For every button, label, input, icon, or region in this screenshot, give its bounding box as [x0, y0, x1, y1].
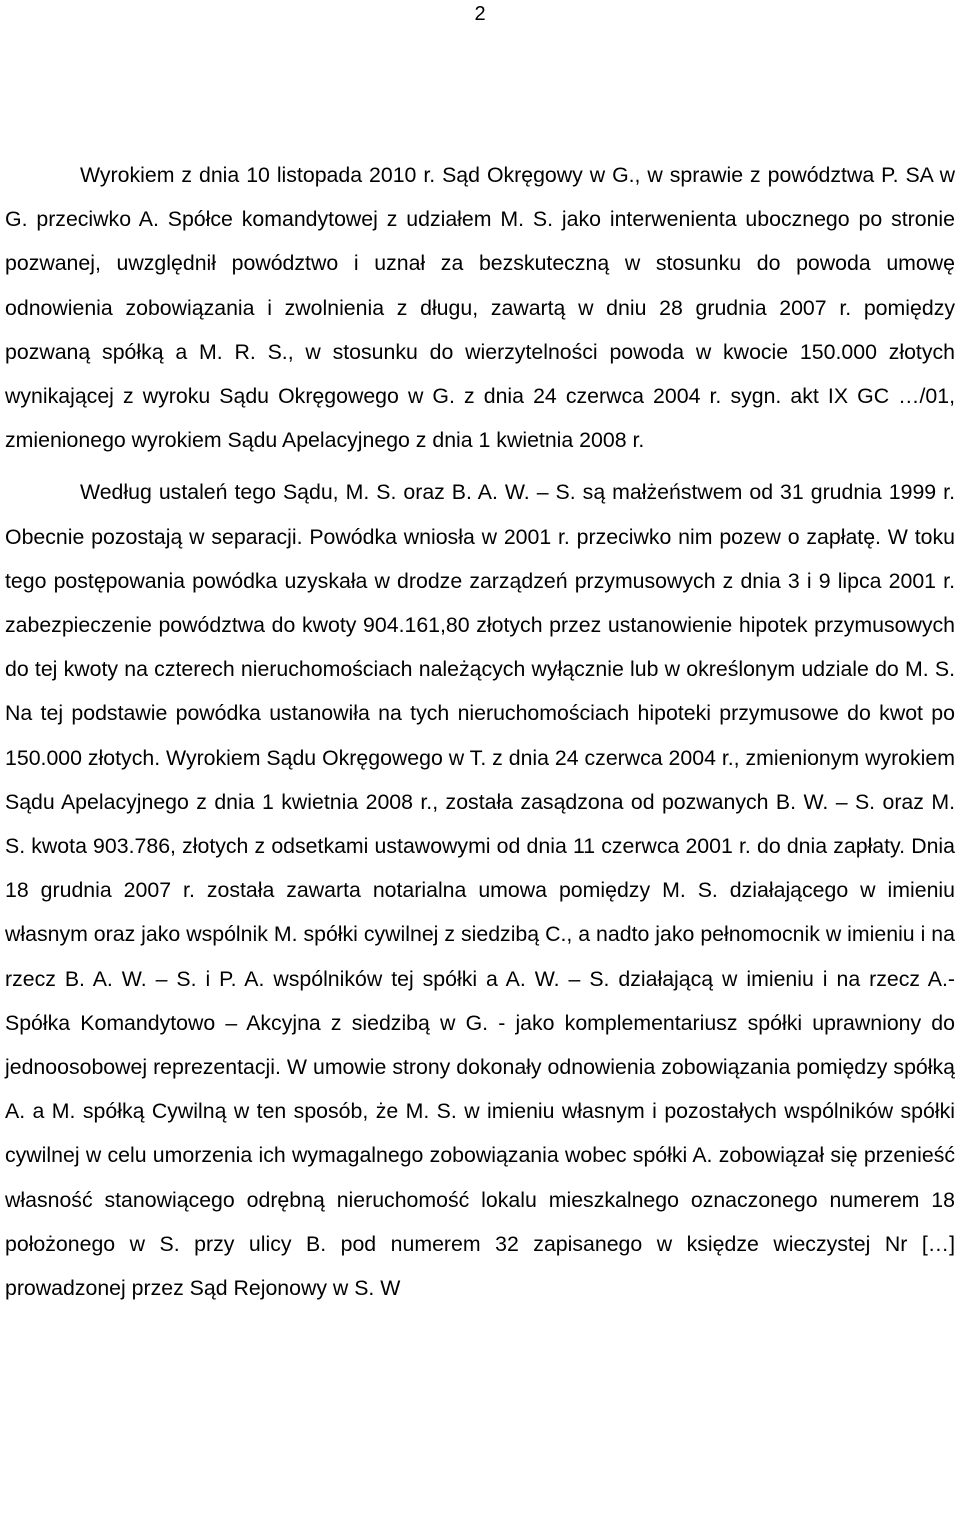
page-number: 2 — [474, 3, 486, 25]
paragraph-judgment: Wyrokiem z dnia 10 listopada 2010 r. Sąd Okręgowy w G., w sprawie z powództwa P. SA w G. przeciwko A. Spółce komandytowej z udziałem M. S. jako interwenienta ubocznego po stronie pozwanej, uwzględnił powództwo i uznał za bezskuteczną w stosunku do powoda umowę odnowienia zobowiązania i zwolnienia z długu, zawartą w dniu 28 grudnia 2007 r. pomiędzy pozwaną spółką a M. R. S., w stosunku do wierzytelności powoda w kwocie 150.000 złotych wynikającej z wyroku Sądu Okręgowego w G. z dnia 24 czerwca 2004 r. sygn. akt IX GC …/01, zmienionego wyrokiem Sądu Apelacyjnego z dnia 1 kwietnia 2008 r. — [5, 163, 955, 453]
paragraph-findings: Według ustaleń tego Sądu, M. S. oraz B. A. W. – S. są małżeństwem od 31 grudnia 1999 r. Obecnie pozostają w separacji. Powódka wniosła w 2001 r. przeciwko nim pozew o zapłatę. W toku tego postępowania powódka uzyskała w drodze zarządzeń przymusowych z dnia 3 i 9 lipca 2001 r. zabezpieczenie powództwa do kwoty 904.161,80 złotych przez ustanowienie hipotek przymusowych do tej kwoty na czterech nieruchomościach należących wyłącznie lub w określonym udziale do M. S. Na tej podstawie powódka ustanowiła na tych nieruchomościach hipoteki przymusowe do kwot po 150.000 złotych. Wyrokiem Sądu Okręgowego w T. z dnia 24 czerwca 2004 r., zmienionym wyrokiem Sądu Apelacyjnego z dnia 1 kwietnia 2008 r., została zasądzona od pozwanych B. W. – S. oraz M. S. kwota 903.786, złotych z odsetkami ustawowymi od dnia 11 czerwca 2001 r. do dnia zapłaty. Dnia 18 grudnia 2007 r. została zawarta notarialna umowa pomiędzy M. S. działającego w imieniu własnym oraz jako wspólnik M. spółki cywilnej z siedzibą C., a nadto jako pełnomocnik w imieniu i na rzecz B. A. W. – S. i P. A. wspólników tej spółki a A. W. – S. działającą w imieniu i na rzecz A.- Spółka Komandytowo – Akcyjna z siedzibą w G. - jako komplementariusz spółki uprawniony do jednoosobowej reprezentacji. W umowie strony dokonały odnowienia zobowiązania pomiędzy spółką A. a M. spółką Cywilną w ten sposób, że M. S. w imieniu własnym i pozostałych wspólników spółki cywilnej w celu umorzenia ich wymagalnego zobowiązania wobec spółki A. zobowiązał się przenieść własność stanowiącego odrębną nieruchomość lokalu mieszkalnego oznaczonego numerem 18 położonego w S. przy ulicy B. pod numerem 32 zapisanego w księdze wieczystej Nr […] prowadzonej przez Sąd Rejonowy w S. W — [5, 480, 955, 1301]
document-body — [5, 153, 955, 1310]
